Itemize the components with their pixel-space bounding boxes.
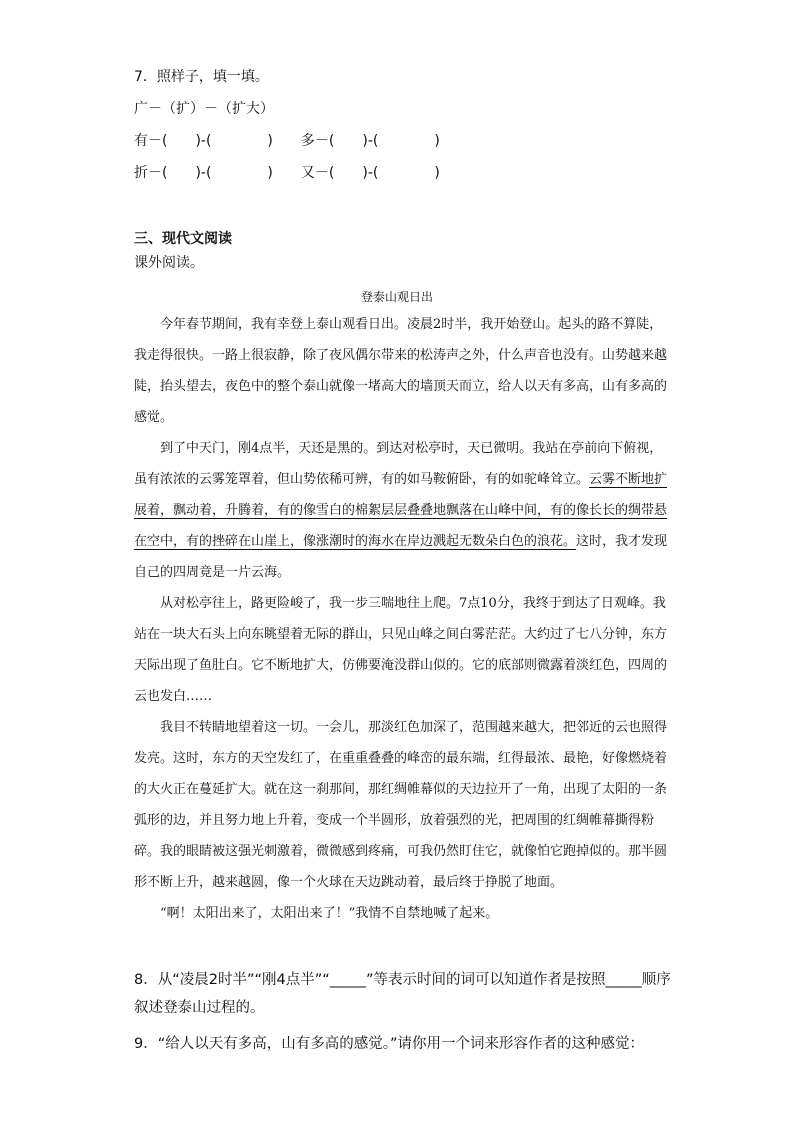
q7-row-2: 折－( )-( ) 又－( )-( ) <box>134 165 440 181</box>
paragraph-4: 我目不转睛地望着这一切。一会儿，那淡红色加深了，范围越来越大，把邻近的云也照得发亮。这时，东方的天空发红了，在重重叠叠的峰峦的最东端，红得最浓、最艳，好像燃烧着的大火正在蔓延扩大。就在这一刹那间，那红绸帷幕似的天边拉开了一角，出现了太阳的一条弧形的边，并且努力地上升着，变成一个半圆形，放着强烈的光，把周围的红绸帷幕撕得粉碎。我的眼睛被这强光刺激着，微微感到疼痛，可我仍然盯住它，就像怕它跑掉似的。那半圆形不断上升，越来越圆，像一个火球在天边跳动着，最后终于挣脱了地面。 <box>134 720 668 890</box>
paragraph-2-tail: 这时，我才发现自己的四周竟是一片云海。 <box>134 534 668 580</box>
question-9: 9．“给人以天有多高，山有多高的感觉。”请你用一个词来形容作者的这种感觉： <box>134 1036 644 1052</box>
paragraph-2 <box>134 433 670 588</box>
q7-row-1: 有－( )-( ) 多－( )-( ) <box>134 133 440 149</box>
section-sub: 课外阅读。 <box>134 255 204 271</box>
q7-title: 7．照样子，填一填。 <box>134 69 269 85</box>
q7-example: 广－（扩）－（扩大） <box>134 101 274 117</box>
passage-body <box>134 309 670 929</box>
underlined-sentence: 云雾不断地扩展着，飘动着，升腾着，有的像雪白的棉絮层层叠叠地飘落在山峰中间，有的像长长的绸带悬在空中，有的挫碎在山崖上，像涨潮时的海水在岸边溅起无数朵白色的浪花。 <box>134 472 668 549</box>
question-8: 8．从“凌晨2时半”“刚4点半”“_____”等表示时间的词可以知道作者是按照_____顺序叙述登泰山过程的。 <box>134 972 671 1016</box>
paragraph-3: 从对松亭往上，路更险峻了，我一步三喘地往上爬。7点10分，我终于到达了日观峰。我站在一块大石头上向东眺望着无际的群山，只见山峰之间白雾茫茫。大约过了七八分钟，东方天际出现了鱼肚白。它不断地扩大，仿佛要淹没群山似的。它的底部则微露着淡红色，四周的云也发白…… <box>134 596 668 704</box>
passage-title: 登泰山观日出 <box>360 290 433 304</box>
paragraph-2-lead: 到了中天门，刚4点半，天还是黑的。到达对松亭时，天已微明。我站在亭前向下俯视，虽有浓浓的云雾笼罩着，但山势依稀可辨，有的如马鞍俯卧，有的如驼峰耸立。 <box>134 441 663 487</box>
section-heading: 三、现代文阅读 <box>134 231 232 247</box>
paragraph-5: “啊！太阳出来了，太阳出来了！”我情不自禁地喊了起来。 <box>160 906 499 921</box>
paragraph-1: 今年春节期间，我有幸登上泰山观看日出。凌晨2时半，我开始登山。起头的路不算陡，我走得很快。一路上很寂静，除了夜风偶尔带来的松涛声之外，什么声音也没有。山势越来越陡，抬头望去，夜色中的整个泰山就像一堵高大的墙顶天而立，给人以天有多高，山有多高的感觉。 <box>134 317 668 425</box>
